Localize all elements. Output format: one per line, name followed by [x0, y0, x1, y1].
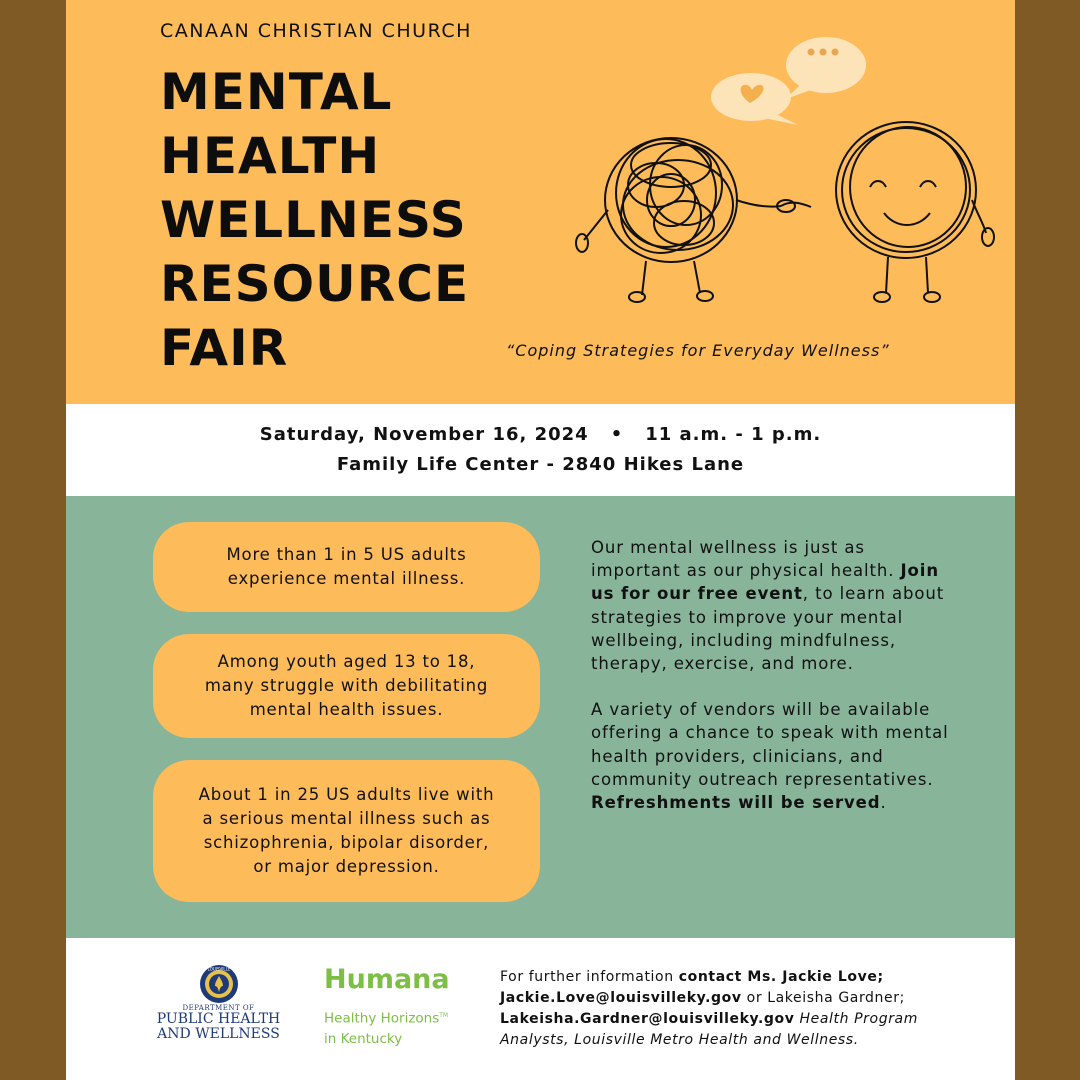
separator-bullet: • [610, 424, 624, 445]
event-date-time [66, 424, 1015, 445]
text: Our mental wellness is just as important as our physical health. [591, 538, 901, 581]
dept-prefix: DEPARTMENT OF [182, 1004, 255, 1012]
text: For further information [500, 969, 679, 985]
header-section [66, 0, 1015, 404]
stat-text: More than 1 in 5 US adults experience mental illness. [226, 545, 467, 588]
title-line: HEALTH [160, 127, 381, 185]
flyer [66, 0, 1015, 1080]
title-line: FAIR [160, 319, 289, 377]
event-location: Family Life Center - 2840 Hikes Lane [336, 454, 745, 475]
title-line: MENTAL [160, 63, 393, 121]
stat-text: About 1 in 25 US adults live with a serious mental illness such as schizophrenia, bipolar disorder, or major depression. [198, 785, 495, 876]
humana-program-name [324, 1006, 464, 1049]
stat-card [153, 634, 540, 738]
description-paragraph [591, 698, 951, 814]
event-time: 11 a.m. - 1 p.m. [645, 424, 822, 445]
program-line: Healthy Horizons [324, 1010, 440, 1027]
title-line: WELLNESS [160, 191, 467, 249]
trademark: TM [439, 1012, 449, 1019]
footer [66, 938, 1015, 1080]
text: , to learn about strategies to improve your mental wellbeing, including mindfulness, therapy, exercise, and more. [591, 584, 945, 674]
description-paragraph [591, 536, 951, 675]
ellipsis-speech-bubble-icon [786, 37, 866, 99]
text: . [880, 793, 887, 813]
contact-titles: Health Program Analysts, Louisville Metro Health and Wellness. [500, 1011, 918, 1048]
contact-name: contact Ms. Jackie Love; [678, 969, 884, 985]
event-date: Saturday, November 16, 2024 [259, 424, 589, 445]
friends-holding-hands-illustration [496, 25, 1006, 325]
info-section [66, 496, 1015, 938]
email-link-lakeisha[interactable]: Lakeisha.Gardner@louisvilleky.gov [500, 1011, 795, 1027]
stat-card [153, 760, 540, 902]
dept-name-line: PUBLIC HEALTH [156, 1011, 281, 1027]
organization-name: CANAAN CHRISTIAN CHURCH [160, 20, 472, 42]
dept-name-line: AND WELLNESS [157, 1026, 280, 1042]
text: or Lakeisha Gardner; [741, 990, 905, 1006]
event-details [66, 404, 1015, 496]
event-description [591, 536, 951, 837]
free-event-highlight: Join us for our free event [591, 561, 939, 604]
seal-text: LOUISVILLE [207, 966, 231, 972]
scribble-character-icon [576, 138, 781, 302]
email-link-jackie[interactable]: Jackie.Love@louisvilleky.gov [500, 990, 742, 1006]
text: A variety of vendors will be available offering a chance to speak with mental health providers, clinicians, and community outreach representatives. [591, 700, 949, 789]
louisville-seal-icon [199, 964, 239, 1004]
stat-card [153, 522, 540, 612]
health-department-logo [151, 1004, 286, 1042]
contact-info [500, 967, 970, 1051]
heart-speech-bubble-icon [711, 73, 798, 125]
smiling-character-icon [777, 122, 994, 302]
stat-text: Among youth aged 13 to 18, many struggle with debilitating mental health issues. [204, 652, 489, 719]
humana-logo: Humana [324, 964, 450, 995]
refreshments-highlight: Refreshments will be served [591, 793, 881, 813]
event-tagline: “Coping Strategies for Everyday Wellness” [506, 341, 890, 360]
program-line: in Kentucky [324, 1030, 403, 1047]
title-line: RESOURCE [160, 255, 470, 313]
